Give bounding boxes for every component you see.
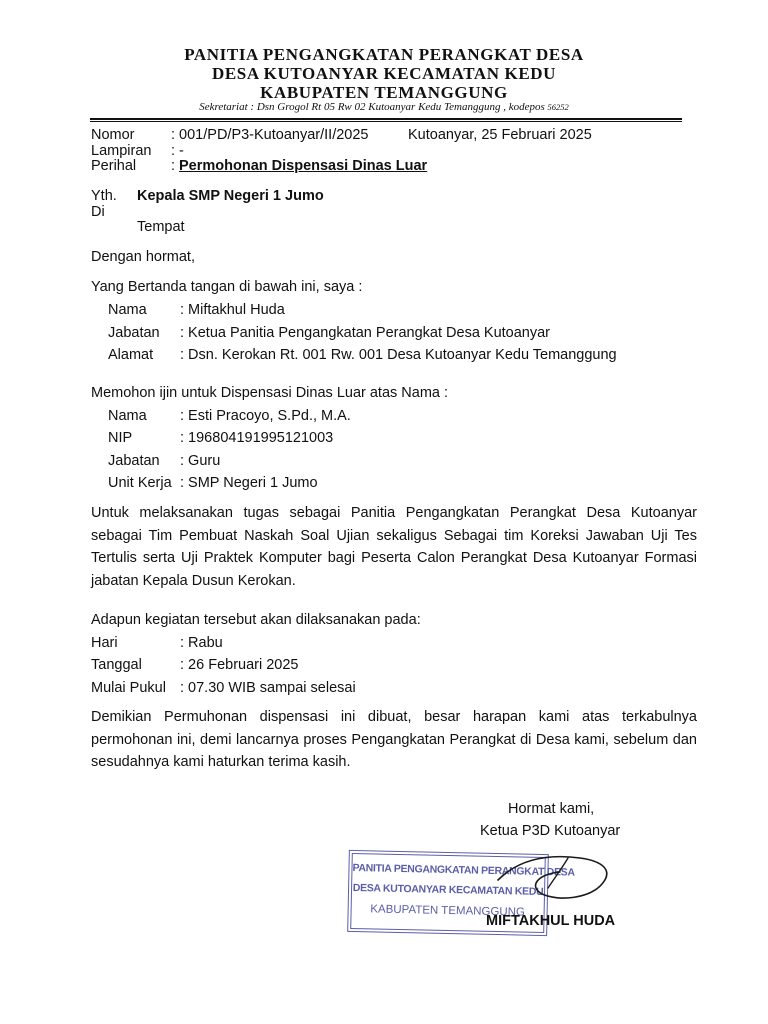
signer-label: Nama [108,302,147,318]
closing-paragraph: Demikian Permuhonan dispensasi ini dibuat, besar harapan kami atas terkabulnya permohonan ini, demi lancarnya proses Pengangkatan Perangkat di Desa kami, sebelum dan sesudahnya kami haturkan terima kasih. [91,709,697,771]
signer-value: : Dsn. Kerokan Rt. 001 Rw. 001 Desa Kutoanyar Kedu Temanggung [180,347,617,363]
schedule-label: Mulai Pukul [91,680,166,696]
greeting: Dengan hormat, [91,249,195,265]
handwritten-signature [490,828,630,918]
schedule-label: Hari [91,635,118,651]
schedule-intro: Adapun kegiatan tersebut akan dilaksanakan pada: [91,612,421,628]
signer-value: : Ketua Panitia Pengangkatan Perangkat Desa Kutoanyar [180,325,551,341]
signer-position: Ketua P3D Kutoanyar [480,823,621,839]
employee-value: : Esti Pracoyo, S.Pd., M.A. [180,408,351,424]
employee-value: : SMP Negeri 1 Jumo [180,475,318,491]
signer-label: Jabatan [108,325,160,341]
stamp-line-1: PANITIA PENGANGKATAN PERANGKAT DESA [352,861,575,879]
signer-label: Alamat [108,347,154,363]
stamp-line-2: DESA KUTOANYAR KECAMATAN KEDU [352,882,544,898]
header-rule-thin [90,121,682,122]
letterhead-line-3: KABUPATEN TEMANGGUNG [260,83,508,102]
header-rule-thick [90,118,682,120]
letterhead-line-1: PANITIA PENGANGKATAN PERANGKAT DESA [184,45,584,64]
perihal-colon: : [171,158,176,174]
schedule-value: : 07.30 WIB sampai selesai [180,680,356,696]
yth-label: Yth. [91,188,117,204]
employee-label: Jabatan [108,453,160,469]
signer-name: MIFTAKHUL HUDA [486,913,616,929]
recipient-place: Tempat [137,219,185,235]
perihal-label: Perihal [91,158,137,174]
schedule-label: Tanggal [91,657,142,673]
employee-label: Nama [108,408,147,424]
lampiran-label: Lampiran [91,143,152,159]
purpose-paragraph: Untuk melaksanakan tugas sebagai Panitia Pengangkatan Perangkat Desa Kutoanyar sebagai Tim Pembuat Naskah Soal Ujian sekaligus Sebagai tim Koreksi Jawaban Uji Tes Tertulis serta Uji Praktek Komputer bagi Peserta Calon Perangkat Desa Kutoanyar Formasi jabatan Kepala Dusun Kerokan. [91,505,697,590]
perihal-value: Permohonan Dispensasi Dinas Luar [179,158,428,174]
nomor-value: : 001/PD/P3-Kutoanyar/II/2025 [171,127,369,143]
nomor-label: Nomor [91,127,135,143]
secretariat-text: Sekretariat : Dsn Grogol Rt 05 Rw 02 Kutoanyar Kedu Temanggung , kodepos [199,101,545,113]
regards: Hormat kami, [508,801,595,817]
lampiran-value: : - [171,143,184,159]
stamp-line-3: KABUPATEN TEMANGGUNG [370,903,526,919]
postcode: 56252 [547,102,569,112]
letterhead-line-2: DESA KUTOANYAR KECAMATAN KEDU [211,64,557,83]
di-label: Di [91,204,105,220]
recipient-name: Kepala SMP Negeri 1 Jumo [137,188,324,204]
employee-label: NIP [108,430,133,446]
employee-value: : 196804191995121003 [180,430,334,446]
employee-label: Unit Kerja [108,475,172,491]
schedule-value: : 26 Februari 2025 [180,657,299,673]
place-date: Kutoanyar, 25 Februari 2025 [408,127,592,143]
secretariat-address [0,101,768,113]
employee-value: : Guru [180,453,221,469]
request-intro: Memohon ijin untuk Dispensasi Dinas Luar atas Nama : [91,385,449,401]
signer-intro: Yang Bertanda tangan di bawah ini, saya : [91,279,363,295]
schedule-value: : Rabu [180,635,223,651]
signer-value: : Miftakhul Huda [180,302,285,318]
